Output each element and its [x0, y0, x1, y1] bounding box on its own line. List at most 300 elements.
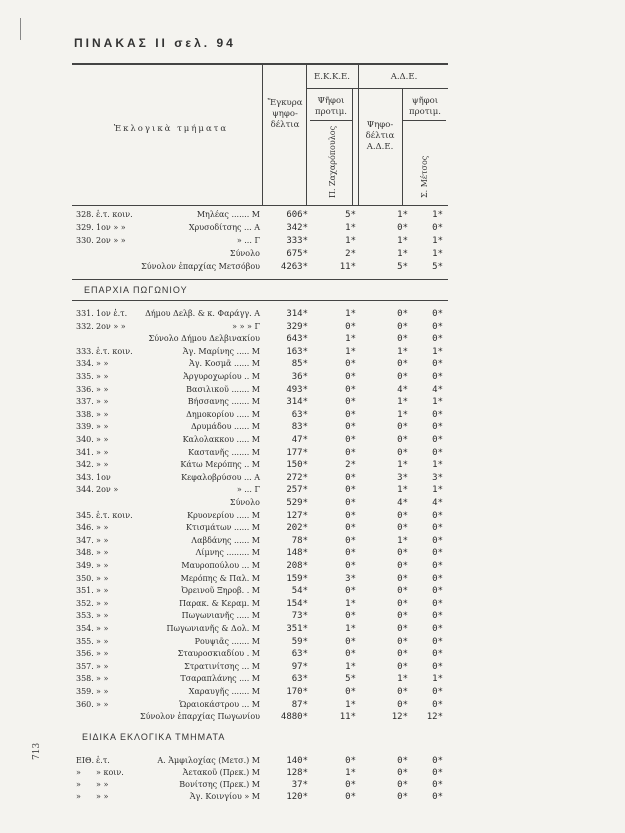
ade-ballots-value: 0* [397, 548, 408, 559]
ekke-pref-value: 0* [345, 792, 356, 802]
ekke-pref-value: 1* [345, 624, 356, 634]
ekke-pref-value: 5* [345, 210, 356, 220]
row-type: » » [96, 359, 109, 369]
ade-pref-value: 0* [432, 661, 443, 672]
row-name: Στρατινίτσης ... Μ [184, 661, 260, 671]
header-sections: Ἐκλογικὰ τμήματα [113, 124, 229, 134]
ekke-pref-value: 0* [345, 435, 356, 445]
row-type: » » [96, 598, 109, 608]
ade-pref-value: 12* [426, 712, 443, 723]
header-vline-4 [402, 88, 403, 205]
section-special-title: ΕΙΔΙΚΑ ΕΚΛΟΓΙΚΑ ΤΜΗΜΑΤΑ [82, 732, 226, 742]
ade-pref-value: 0* [432, 334, 443, 345]
ekke-pref-value: 0* [345, 523, 356, 534]
ade-ballots-value: 0* [397, 687, 408, 697]
row-type: » » [96, 611, 109, 621]
ekke-pref-value: 0* [345, 649, 356, 660]
ade-ballots-value: 1* [397, 397, 408, 408]
valid-ballots-value: 333* [286, 236, 308, 246]
row-type: » » [96, 699, 109, 709]
row-number: 344. [76, 485, 94, 495]
ade-pref-value: 0* [432, 792, 443, 802]
table-row [0, 210, 625, 222]
valid-ballots-value: 342* [286, 223, 308, 233]
valid-ballots-value: 4263* [280, 262, 308, 272]
row-name: Παρακ. & Κεραμ. Μ [179, 598, 260, 608]
ade-ballots-value: 0* [397, 561, 408, 571]
header-bottom-rule [72, 205, 448, 206]
ade-pref-value: 0* [432, 435, 443, 445]
row-name: Βήσσανης ....... Μ [187, 397, 260, 407]
ekke-pref-value: 1* [345, 334, 356, 345]
ade-pref-value: 5* [432, 262, 443, 272]
row-name: Κεφαλοβρύσου ... Α [181, 472, 260, 482]
row-name: Σύνολο [229, 498, 260, 507]
row-type: » » [96, 792, 109, 801]
ekke-pref-value: 0* [345, 359, 356, 370]
row-number: 345. [76, 510, 94, 520]
valid-ballots-value: 675* [286, 249, 308, 259]
table-row [0, 687, 625, 699]
section-pogoni-title: ΕΠΑΡΧΙΑ ΠΩΓΩΝΙΟΥ [84, 285, 188, 295]
valid-ballots-value: 148* [286, 548, 308, 559]
row-type: 1ον [96, 472, 111, 482]
valid-ballots-value: 59* [291, 636, 308, 647]
ade-pref-value: 0* [432, 649, 443, 660]
row-name: » ... Γ [236, 485, 260, 495]
row-number: 331. [76, 309, 94, 318]
ekke-pref-value: 1* [345, 309, 356, 319]
table-row [0, 385, 625, 397]
ade-ballots-value: 3* [397, 472, 408, 483]
ekke-pref-value: 0* [345, 561, 356, 571]
ekke-pref-value: 1* [345, 768, 356, 778]
row-number: 343. [76, 472, 94, 482]
ade-pref-value: 0* [432, 223, 443, 233]
ade-ballots-value: 0* [397, 309, 408, 319]
ekke-pref-value: 1* [345, 699, 356, 710]
ekke-pref-value: 3* [345, 573, 356, 584]
table-row [0, 322, 625, 334]
valid-ballots-value: 159* [286, 573, 308, 584]
row-type: » » [96, 447, 109, 457]
ekke-pref-value: 0* [345, 498, 356, 508]
ade-pref-value: 1* [432, 460, 443, 471]
ade-pref-value: 0* [432, 611, 443, 622]
ade-pref-value: 0* [432, 372, 443, 382]
ade-ballots-value: 1* [397, 236, 408, 246]
valid-ballots-value: 47* [291, 435, 308, 445]
row-name: Τσαραπλάνης .... Μ [180, 674, 260, 684]
valid-ballots-value: 257* [286, 485, 308, 496]
table-row [0, 485, 625, 497]
header-ade: Α.Δ.Ε. [390, 72, 418, 82]
header-vline-2 [306, 65, 307, 205]
table-row [0, 611, 625, 623]
table-row [0, 523, 625, 535]
ade-pref-value: 1* [432, 485, 443, 496]
row-number: 351. [76, 586, 94, 596]
row-number: 358. [76, 674, 94, 684]
row-number: 355. [76, 636, 94, 646]
valid-ballots-value: 4880* [280, 712, 308, 723]
valid-ballots-value: 36* [291, 372, 308, 382]
ade-pref-value: 0* [432, 756, 443, 766]
table-row [0, 599, 625, 611]
row-name: Καλολακκου ..... Μ [182, 435, 260, 444]
row-number: 332. [76, 321, 94, 331]
row-name: Κρυονερίου ..... Μ [187, 510, 260, 520]
valid-ballots-value: 314* [286, 309, 308, 319]
row-number: 352. [76, 598, 94, 608]
row-number: 340. [76, 435, 94, 444]
row-number: » [76, 792, 81, 801]
ade-ballots-value: 0* [397, 523, 408, 534]
ade-pref-value: 0* [432, 422, 443, 433]
row-number: 350. [76, 573, 94, 583]
row-name: Λαβδάνης ...... Μ [191, 535, 260, 545]
ekke-pref-value: 1* [345, 346, 356, 357]
row-name: Πωγωνιανῆς & Δολ. Μ [166, 624, 260, 633]
table-row [0, 756, 625, 768]
ade-pref-underline [402, 120, 446, 121]
row-name: Μερόπης & Παλ. Μ [180, 573, 260, 583]
row-name: Βασιλικοῦ ....... Μ [186, 384, 260, 394]
table-row [0, 637, 625, 649]
table-row [0, 347, 625, 359]
row-type: 2ον » » [96, 236, 126, 245]
ade-ballots-value: 4* [397, 498, 408, 508]
row-type: » » [96, 674, 109, 684]
row-number: » [76, 780, 81, 789]
valid-ballots-value: 643* [286, 334, 308, 345]
ade-ballots-value: 1* [397, 485, 408, 496]
table-row [0, 674, 625, 686]
row-type: » » [96, 624, 109, 633]
ade-ballots-value: 0* [397, 372, 408, 382]
ade-pref-value: 0* [432, 687, 443, 697]
row-type: ἑ.τ. [96, 756, 110, 765]
ade-pref-value: 0* [432, 359, 443, 370]
row-number: 337. [76, 397, 94, 407]
ade-ballots-value: 1* [397, 460, 408, 471]
row-name: Ἁγ. Κοινγίου » Μ [189, 792, 260, 801]
valid-ballots-value: 529* [286, 498, 308, 508]
side-page-number: 713 [32, 742, 42, 760]
ekke-pref-value: 0* [345, 409, 356, 420]
table-row [0, 359, 625, 371]
row-type: » » [96, 523, 109, 533]
ekke-pref-value: 0* [345, 397, 356, 408]
ekke-pref-value: 0* [345, 535, 356, 546]
valid-ballots-value: 202* [286, 523, 308, 534]
header-ade-candidate: Σ. Μέτσος [420, 155, 429, 198]
row-number: 334. [76, 359, 94, 369]
ade-pref-value: 0* [432, 409, 443, 420]
row-type: ἑ.τ. κοιν. [96, 510, 133, 520]
row-type: » » [96, 780, 109, 789]
ade-pref-value: 0* [432, 447, 443, 458]
valid-ballots-value: 154* [286, 598, 308, 609]
table-row [0, 548, 625, 560]
ekke-pref-value: 0* [345, 780, 356, 790]
table-row [0, 410, 625, 422]
table-row [0, 460, 625, 472]
row-type: » » [96, 384, 109, 394]
ade-ballots-value: 0* [397, 573, 408, 584]
ade-ballots-value: 1* [397, 674, 408, 685]
ade-ballots-value: 1* [397, 346, 408, 357]
table-row [0, 624, 625, 636]
row-name: Ἁγ. Μαρίνης ..... Μ [182, 346, 260, 356]
row-type: » » [96, 561, 109, 570]
row-name: Βονίτσης (Πρεκ.) Μ [179, 780, 260, 789]
row-type: » » [96, 548, 109, 558]
header-ekke-candidate: Π. Ζαχαρόπουλος [328, 125, 337, 198]
header-top-rule [72, 63, 448, 65]
row-name: Ὀρεινοῦ Ξηροβ. . Μ [181, 586, 260, 596]
row-type: » » [96, 649, 109, 659]
row-type: 2ον » [96, 485, 119, 495]
ekke-pref-value: 0* [345, 372, 356, 382]
row-name: Ἁγ. Κοσμᾶ ...... Μ [188, 359, 260, 369]
row-name: » ... Γ [236, 236, 260, 245]
row-number: 339. [76, 422, 94, 432]
table-row [0, 792, 625, 804]
table-row [0, 334, 625, 346]
valid-ballots-value: 272* [286, 472, 308, 483]
table-row [0, 435, 625, 447]
row-type: 1ον » » [96, 223, 126, 232]
row-type: » » [96, 422, 109, 432]
ade-ballots-value: 1* [397, 409, 408, 420]
valid-ballots-value: 351* [286, 624, 308, 634]
ekke-pref-value: 1* [345, 223, 356, 233]
row-name: » » » Γ [232, 321, 260, 331]
ekke-pref-value: 1* [345, 598, 356, 609]
ade-ballots-value: 0* [397, 636, 408, 647]
table-row [0, 236, 625, 248]
ade-ballots-value: 0* [397, 756, 408, 766]
row-number: 336. [76, 384, 94, 394]
ekke-pref-value: 2* [345, 460, 356, 471]
ekke-pref-value: 0* [345, 756, 356, 766]
header-ekke-pref: Ψῆφοι προτιμ. [315, 96, 347, 117]
page-title: ΠΙΝΑΚΑΣ ΙΙ σελ. 94 [74, 36, 236, 50]
valid-ballots-value: 150* [286, 460, 308, 471]
header-valid-ballots: Ἔγκυρα ψηφο-δέλτια [267, 98, 303, 130]
table-row [0, 780, 625, 792]
valid-ballots-value: 63* [291, 409, 308, 420]
table-row [0, 649, 625, 661]
row-name: Σύνολον ἐπαρχίας Μετσόβου [141, 262, 260, 271]
row-number: 347. [76, 535, 94, 545]
row-number: » [76, 768, 81, 777]
ade-ballots-value: 5* [397, 262, 408, 272]
ade-ballots-value: 0* [397, 586, 408, 597]
row-number: 357. [76, 661, 94, 671]
ade-ballots-value: 12* [391, 712, 408, 723]
ade-ballots-value: 1* [397, 535, 408, 546]
valid-ballots-value: 606* [286, 210, 308, 220]
row-number: 348. [76, 548, 94, 558]
row-type: » » [96, 460, 109, 470]
table-row [0, 574, 625, 586]
ade-ballots-value: 0* [397, 768, 408, 778]
valid-ballots-value: 63* [291, 649, 308, 660]
row-number: 353. [76, 611, 94, 621]
row-number: 330. [76, 236, 94, 245]
ekke-ade-underline [306, 88, 448, 89]
row-number: 335. [76, 372, 94, 381]
row-name: Χαραυγῆς ....... Μ [188, 687, 260, 696]
ade-ballots-value: 0* [397, 661, 408, 672]
ade-ballots-value: 0* [397, 611, 408, 622]
row-name: Ρουψιᾶς ....... Μ [194, 636, 260, 646]
row-number: 333. [76, 346, 94, 356]
section-rule-1 [72, 279, 448, 280]
ekke-pref-value: 0* [345, 586, 356, 597]
valid-ballots-value: 170* [286, 687, 308, 697]
row-type: ἑ.τ. κοιν. [96, 210, 133, 219]
row-name: Ἀετακοῦ (Πρεκ.) Μ [182, 768, 260, 777]
row-name: Μαυροπούλου ... Μ [181, 561, 260, 570]
row-type: » » [96, 687, 109, 696]
row-number: 328. [76, 210, 94, 219]
row-name: Α. Ἀμφιλοχίας (Μετσ.) Μ [157, 756, 260, 765]
ade-ballots-value: 0* [397, 792, 408, 802]
table-row [0, 511, 625, 523]
table-row [0, 262, 625, 274]
ade-pref-value: 0* [432, 699, 443, 710]
row-type: » » [96, 435, 109, 444]
row-type: » κοιν. [96, 768, 124, 777]
ade-pref-value: 0* [432, 624, 443, 634]
ade-ballots-value: 0* [397, 334, 408, 345]
ekke-pref-value: 0* [345, 548, 356, 559]
valid-ballots-value: 127* [286, 510, 308, 521]
row-name: Κάτω Μερόπης .. Μ [180, 460, 260, 470]
row-type: » » [96, 409, 109, 419]
valid-ballots-value: 73* [291, 611, 308, 622]
row-number: ΕΙΘ. [76, 756, 95, 765]
ade-pref-value: 0* [432, 586, 443, 597]
valid-ballots-value: 140* [286, 756, 308, 766]
table-row [0, 536, 625, 548]
ade-pref-value: 1* [432, 236, 443, 246]
table-row [0, 700, 625, 712]
table-row [0, 422, 625, 434]
row-name: Σύνολο Δήμου Δελβινακίου [148, 334, 260, 344]
ade-pref-value: 4* [432, 384, 443, 395]
ade-ballots-value: 0* [397, 223, 408, 233]
ekke-pref-value: 0* [345, 510, 356, 521]
row-type: » » [96, 573, 109, 583]
ade-pref-value: 1* [432, 674, 443, 685]
valid-ballots-value: 329* [286, 321, 308, 332]
row-type: » » [96, 661, 109, 671]
ade-pref-value: 0* [432, 523, 443, 534]
header-ade-pref: ψῆφοι προτιμ. [409, 96, 441, 117]
valid-ballots-value: 493* [286, 384, 308, 395]
valid-ballots-value: 120* [286, 792, 308, 802]
ekke-pref-value: 0* [345, 485, 356, 496]
table-row [0, 768, 625, 780]
table-row [0, 223, 625, 235]
row-name: Μηλέας ....... Μ [196, 210, 260, 219]
row-number: 341. [76, 447, 94, 457]
ade-pref-value: 0* [432, 510, 443, 521]
ade-pref-value: 0* [432, 598, 443, 609]
table-row [0, 448, 625, 460]
valid-ballots-value: 83* [291, 422, 308, 433]
ade-ballots-value: 0* [397, 321, 408, 332]
ade-ballots-value: 0* [397, 422, 408, 433]
row-number: 360. [76, 699, 94, 709]
ekke-pref-value: 0* [345, 472, 356, 483]
row-type: » » [96, 535, 109, 545]
table-row [0, 309, 625, 321]
row-number: 356. [76, 649, 94, 659]
row-type: ἑ.τ. κοιν. [96, 346, 133, 356]
row-name: Ὡραιοκάστρου ... Μ [179, 699, 260, 709]
header-vline-3 [358, 65, 359, 205]
row-type: » » [96, 397, 109, 407]
ekke-pref-value: 0* [345, 422, 356, 433]
ade-pref-value: 0* [432, 535, 443, 546]
ekke-pref-value: 11* [339, 712, 356, 723]
ade-pref-value: 0* [432, 561, 443, 571]
row-name: Δημοκορίου ..... Μ [186, 409, 260, 419]
valid-ballots-value: 63* [291, 674, 308, 685]
ekke-pref-value: 0* [345, 384, 356, 395]
ekke-pref-value: 0* [345, 687, 356, 697]
ekke-pref-value: 1* [345, 661, 356, 672]
row-name: Λίμνης ......... Μ [195, 548, 260, 558]
row-number: 342. [76, 460, 94, 470]
row-type: 1ον ἑ.τ. [96, 309, 128, 318]
table-row [0, 586, 625, 598]
row-number: 346. [76, 523, 94, 533]
row-name: Πωγωνιανῆς ..... Μ [181, 611, 260, 621]
ade-pref-value: 4* [432, 498, 443, 508]
table-row [0, 372, 625, 384]
row-number: 359. [76, 687, 94, 696]
valid-ballots-value: 314* [286, 397, 308, 408]
row-number: 354. [76, 624, 94, 633]
ekke-pref-value: 11* [339, 262, 356, 272]
ade-ballots-value: 1* [397, 210, 408, 220]
ade-pref-value: 1* [432, 210, 443, 220]
ade-pref-value: 1* [432, 346, 443, 357]
pref-underline [310, 120, 352, 121]
row-name: Σύνολο [229, 249, 260, 258]
header-vline-5 [352, 88, 353, 205]
row-name: Ἀργυροχωρίου .. Μ [183, 372, 260, 381]
valid-ballots-value: 78* [291, 535, 308, 546]
ade-pref-value: 3* [432, 472, 443, 483]
row-type: » » [96, 636, 109, 646]
margin-mark [20, 18, 21, 40]
ade-ballots-value: 0* [397, 510, 408, 521]
ade-ballots-value: 0* [397, 447, 408, 458]
ade-pref-value: 0* [432, 780, 443, 790]
table-row [0, 473, 625, 485]
ekke-pref-value: 1* [345, 236, 356, 246]
valid-ballots-value: 163* [286, 346, 308, 357]
table-row [0, 397, 625, 409]
table-row [0, 662, 625, 674]
